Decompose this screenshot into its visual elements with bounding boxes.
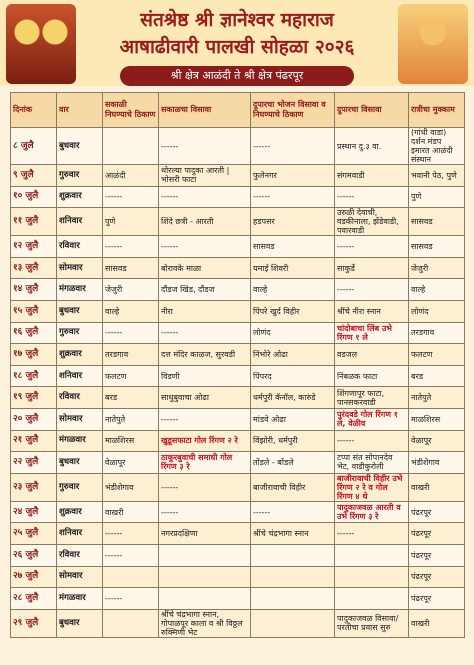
- cell-morning-rest: ठाकूरबुवाची समाधी गोल रिंगण ३ रे: [159, 452, 251, 474]
- cell-night-stay: पंढरपूर: [409, 566, 465, 588]
- cell-lunch-rest: यमाई शिवरी: [251, 257, 335, 279]
- cell-day: शुक्रवार: [57, 344, 103, 366]
- cell-date: २७ जुलै: [11, 566, 57, 588]
- cell-lunch-rest: पिंपरे खुर्द विहीर: [251, 300, 335, 322]
- header-lunch-rest: दुपारचा भोजन विसावा व निघण्याचे ठिकाण: [251, 93, 335, 128]
- cell-morning-rest: विडणी: [159, 365, 251, 387]
- title-line-2: आषाढीवारी पालखी सोहळा २०२६: [119, 36, 355, 58]
- cell-morning-rest: [159, 544, 251, 566]
- cell-date: १६ जुलै: [11, 322, 57, 344]
- cell-morning-start: ------: [103, 588, 159, 610]
- cell-night-stay: वाखरी: [409, 609, 465, 637]
- cell-lunch-rest: ------: [251, 128, 335, 165]
- cell-lunch-rest: श्रींचे चंद्रभागा स्नान: [251, 523, 335, 545]
- subtitle-badge: श्री क्षेत्र आळंदी ते श्री क्षेत्र पंढरपूर: [120, 66, 354, 86]
- cell-morning-rest: ------: [159, 186, 251, 208]
- table-row: [11, 344, 465, 366]
- saint-image: [398, 4, 468, 84]
- cell-morning-rest: ------: [159, 408, 251, 430]
- header-morning-rest: सकाळचा विसावा: [159, 93, 251, 128]
- table-row: [11, 473, 465, 501]
- cell-morning-rest: ------: [159, 128, 251, 165]
- cell-lunch-rest: विंझोरी, धर्मपुरी: [251, 430, 335, 452]
- cell-day: मंगळवार: [57, 588, 103, 610]
- cell-date: १९ जुलै: [11, 387, 57, 409]
- cell-day: सोमवार: [57, 408, 103, 430]
- table-row: [11, 501, 465, 523]
- table-row: [11, 566, 465, 588]
- cell-morning-start: ------: [103, 544, 159, 566]
- cell-morning-rest: ------: [159, 236, 251, 258]
- schedule-table: [10, 92, 465, 638]
- table-row: [11, 300, 465, 322]
- cell-date: ८ जुलै: [11, 128, 57, 165]
- cell-afternoon-rest: ------: [335, 279, 409, 301]
- cell-night-stay: नातेपुते: [409, 387, 465, 409]
- palkhi-image: [6, 4, 76, 84]
- table-row: [11, 408, 465, 430]
- cell-lunch-rest: लोणंद: [251, 322, 335, 344]
- cell-date: १० जुलै: [11, 186, 57, 208]
- cell-afternoon-rest: निंबळक फाटा: [335, 365, 409, 387]
- cell-morning-start: आळंदी: [103, 165, 159, 187]
- cell-afternoon-rest: साकुर्डे: [335, 257, 409, 279]
- table-row: [11, 165, 465, 187]
- cell-night-stay: वाखरी: [409, 473, 465, 501]
- cell-lunch-rest: बाजीरावाची विहीर: [251, 473, 335, 501]
- cell-morning-rest: [159, 588, 251, 610]
- cell-night-stay: भंडीशेगाव: [409, 452, 465, 474]
- cell-day: शनिवार: [57, 365, 103, 387]
- cell-morning-start: तरडगाव: [103, 344, 159, 366]
- cell-lunch-rest: वाल्हे: [251, 279, 335, 301]
- cell-date: ९ जुलै: [11, 165, 57, 187]
- cell-morning-start: नातेपुते: [103, 408, 159, 430]
- cell-night-stay: बरड: [409, 365, 465, 387]
- cell-night-stay: (गांधी वाडा) दर्शन मंडप इमारत आळंदी संस्थान: [409, 128, 465, 165]
- cell-lunch-rest: ------: [251, 501, 335, 523]
- cell-afternoon-rest: संगमवाडी: [335, 165, 409, 187]
- cell-morning-start: वेळापूर: [103, 452, 159, 474]
- table-row: [11, 387, 465, 409]
- header-night-stay: रात्रीचा मुक्काम: [409, 93, 465, 128]
- cell-morning-start: [103, 609, 159, 637]
- cell-night-stay: सासवड: [409, 208, 465, 236]
- cell-morning-start: पुणे: [103, 208, 159, 236]
- cell-morning-start: माळशिरस: [103, 430, 159, 452]
- cell-date: २२ जुलै: [11, 452, 57, 474]
- cell-morning-rest: साधुबुवाचा ओढा: [159, 387, 251, 409]
- cell-day: शुक्रवार: [57, 186, 103, 208]
- cell-morning-start: [103, 566, 159, 588]
- header-afternoon-rest: दुपारचा विसावा: [335, 93, 409, 128]
- cell-night-stay: माळशिरस: [409, 408, 465, 430]
- cell-morning-start: वाल्हे: [103, 300, 159, 322]
- cell-lunch-rest: [251, 609, 335, 637]
- cell-night-stay: जेजुरी: [409, 257, 465, 279]
- cell-morning-rest: ------: [159, 322, 251, 344]
- table-row: [11, 452, 465, 474]
- cell-morning-rest: थोरल्या पादुका आरती | भोसरी फाटा: [159, 165, 251, 187]
- cell-night-stay: भवानी पेठ, पुणे: [409, 165, 465, 187]
- cell-morning-start: भंडीशेगाव: [103, 473, 159, 501]
- cell-morning-rest: बोरावके माळा: [159, 257, 251, 279]
- cell-morning-rest: खुडूसफाटा गोल रिंगण २ रे: [159, 430, 251, 452]
- cell-afternoon-rest: ------: [335, 236, 409, 258]
- header-day: वार: [57, 93, 103, 128]
- cell-lunch-rest: ------: [251, 186, 335, 208]
- cell-morning-rest: नगरप्रदक्षिणा: [159, 523, 251, 545]
- cell-lunch-rest: सासवड: [251, 236, 335, 258]
- cell-day: गुरुवार: [57, 165, 103, 187]
- table-row: [11, 544, 465, 566]
- cell-morning-rest: श्रींचे चंद्रभागा स्नान, गोपाळपूर काला व श्री विठ्ठल रुक्मिणी भेट: [159, 609, 251, 637]
- cell-lunch-rest: हडपसर: [251, 208, 335, 236]
- cell-date: १५ जुलै: [11, 300, 57, 322]
- cell-morning-rest: ------: [159, 501, 251, 523]
- cell-date: १३ जुलै: [11, 257, 57, 279]
- cell-afternoon-rest: ------: [335, 186, 409, 208]
- table-row: [11, 208, 465, 236]
- cell-date: २३ जुलै: [11, 473, 57, 501]
- cell-night-stay: पंढरपूर: [409, 588, 465, 610]
- cell-night-stay: पंढरपूर: [409, 544, 465, 566]
- cell-morning-rest: दौंडज खिंड, दौंडज: [159, 279, 251, 301]
- header-date: दिनांक: [11, 93, 57, 128]
- cell-afternoon-rest: चांदोबाचा लिंब उभे रिंगण १ ले: [335, 322, 409, 344]
- table-body: [11, 128, 465, 638]
- header-banner: [0, 0, 474, 86]
- table-row: [11, 609, 465, 637]
- cell-date: २१ जुलै: [11, 430, 57, 452]
- table-row: [11, 186, 465, 208]
- cell-morning-rest: [159, 566, 251, 588]
- cell-night-stay: पंढरपूर: [409, 501, 465, 523]
- header-morning-start: सकाळी निघण्याचे ठिकाण: [103, 93, 159, 128]
- cell-morning-rest: दत्त मंदिर काळज, सुरवडी: [159, 344, 251, 366]
- cell-afternoon-rest: उरुळी देवाची, वडकीनाला, झेंडेवाडी, पवारवाडी: [335, 208, 409, 236]
- cell-afternoon-rest: प्रस्थान दु.३ वा.: [335, 128, 409, 165]
- cell-afternoon-rest: [335, 588, 409, 610]
- cell-day: बुधवार: [57, 300, 103, 322]
- cell-afternoon-rest: ------: [335, 430, 409, 452]
- cell-morning-start: ------: [103, 322, 159, 344]
- cell-date: १७ जुलै: [11, 344, 57, 366]
- cell-date: २० जुलै: [11, 408, 57, 430]
- cell-day: बुधवार: [57, 452, 103, 474]
- cell-day: मंगळवार: [57, 430, 103, 452]
- table-row: [11, 128, 465, 165]
- cell-night-stay: तरडगाव: [409, 322, 465, 344]
- cell-date: २५ जुलै: [11, 523, 57, 545]
- cell-afternoon-rest: पुरंदवडे गोल रिंगण १ ले, वेळीव: [335, 408, 409, 430]
- cell-lunch-rest: [251, 588, 335, 610]
- table-row: [11, 322, 465, 344]
- cell-morning-start: सासवड: [103, 257, 159, 279]
- cell-night-stay: सासवड: [409, 236, 465, 258]
- cell-lunch-rest: मांडवे ओढा: [251, 408, 335, 430]
- table-row: [11, 365, 465, 387]
- cell-morning-start: जेजुरी: [103, 279, 159, 301]
- cell-afternoon-rest: टप्पा संत सोपानदेव भेट, वाडीकुरोली: [335, 452, 409, 474]
- cell-morning-rest: ------: [159, 473, 251, 501]
- cell-morning-start: ------: [103, 236, 159, 258]
- cell-morning-rest: शिंदे छत्री - आरती: [159, 208, 251, 236]
- cell-lunch-rest: फुलेनगर: [251, 165, 335, 187]
- cell-day: रविवार: [57, 387, 103, 409]
- cell-morning-rest: नीरा: [159, 300, 251, 322]
- cell-morning-start: बरड: [103, 387, 159, 409]
- cell-night-stay: वेळापूर: [409, 430, 465, 452]
- cell-lunch-rest: धर्मपुरी कॅनॉल, कारुंडे: [251, 387, 335, 409]
- table-row: [11, 588, 465, 610]
- cell-date: २९ जुलै: [11, 609, 57, 637]
- table-row: [11, 257, 465, 279]
- cell-afternoon-rest: [335, 566, 409, 588]
- cell-night-stay: वाल्हे: [409, 279, 465, 301]
- cell-date: २६ जुलै: [11, 544, 57, 566]
- table-row: [11, 430, 465, 452]
- cell-day: सोमवार: [57, 566, 103, 588]
- cell-morning-start: फलटण: [103, 365, 159, 387]
- cell-day: बुधवार: [57, 128, 103, 165]
- table-row: [11, 236, 465, 258]
- cell-afternoon-rest: वडजल: [335, 344, 409, 366]
- table-row: [11, 279, 465, 301]
- cell-day: मंगळवार: [57, 279, 103, 301]
- cell-night-stay: फलटण: [409, 344, 465, 366]
- cell-afternoon-rest: बाजीरावाची विहीर उभे रिंगण २ रे व गोल रिंगण ४ थे: [335, 473, 409, 501]
- cell-day: सोमवार: [57, 257, 103, 279]
- cell-morning-start: वाखरी: [103, 501, 159, 523]
- cell-date: १८ जुलै: [11, 365, 57, 387]
- table-header-row: [11, 93, 465, 128]
- cell-date: ११ जुलै: [11, 208, 57, 236]
- cell-day: रविवार: [57, 236, 103, 258]
- cell-afternoon-rest: श्रींचे नीरा स्नान: [335, 300, 409, 322]
- cell-lunch-rest: [251, 544, 335, 566]
- cell-night-stay: पंढरपूर: [409, 523, 465, 545]
- cell-day: गुरुवार: [57, 322, 103, 344]
- cell-day: गुरुवार: [57, 473, 103, 501]
- cell-date: २८ जुलै: [11, 588, 57, 610]
- cell-day: शनिवार: [57, 523, 103, 545]
- cell-night-stay: पुणे: [409, 186, 465, 208]
- cell-lunch-rest: पिंपरद: [251, 365, 335, 387]
- cell-date: १२ जुलै: [11, 236, 57, 258]
- cell-afternoon-rest: ------: [335, 523, 409, 545]
- table-row: [11, 523, 465, 545]
- cell-date: १४ जुलै: [11, 279, 57, 301]
- cell-lunch-rest: निंभोरे ओढा: [251, 344, 335, 366]
- cell-night-stay: लोणंद: [409, 300, 465, 322]
- cell-date: २४ जुलै: [11, 501, 57, 523]
- cell-day: शनिवार: [57, 208, 103, 236]
- cell-morning-start: ------: [103, 186, 159, 208]
- cell-day: रविवार: [57, 544, 103, 566]
- cell-afternoon-rest: पादुकाजवळ आरती व उभे रिंगण ३ रे: [335, 501, 409, 523]
- cell-day: शुक्रवार: [57, 501, 103, 523]
- cell-morning-start: ------: [103, 523, 159, 545]
- cell-lunch-rest: तोंडले - बोंडले: [251, 452, 335, 474]
- cell-morning-start: [103, 128, 159, 165]
- cell-day: बुधवार: [57, 609, 103, 637]
- cell-lunch-rest: [251, 566, 335, 588]
- cell-afternoon-rest: शिंगणापूर फाटा, पानसकरवाडी: [335, 387, 409, 409]
- cell-afternoon-rest: पादुकाजवळ विसावा/ परतीचा प्रवास सुरु: [335, 609, 409, 637]
- title-line-1: संतश्रेष्ठ श्री ज्ञानेश्वर महाराज: [140, 9, 334, 31]
- cell-afternoon-rest: [335, 544, 409, 566]
